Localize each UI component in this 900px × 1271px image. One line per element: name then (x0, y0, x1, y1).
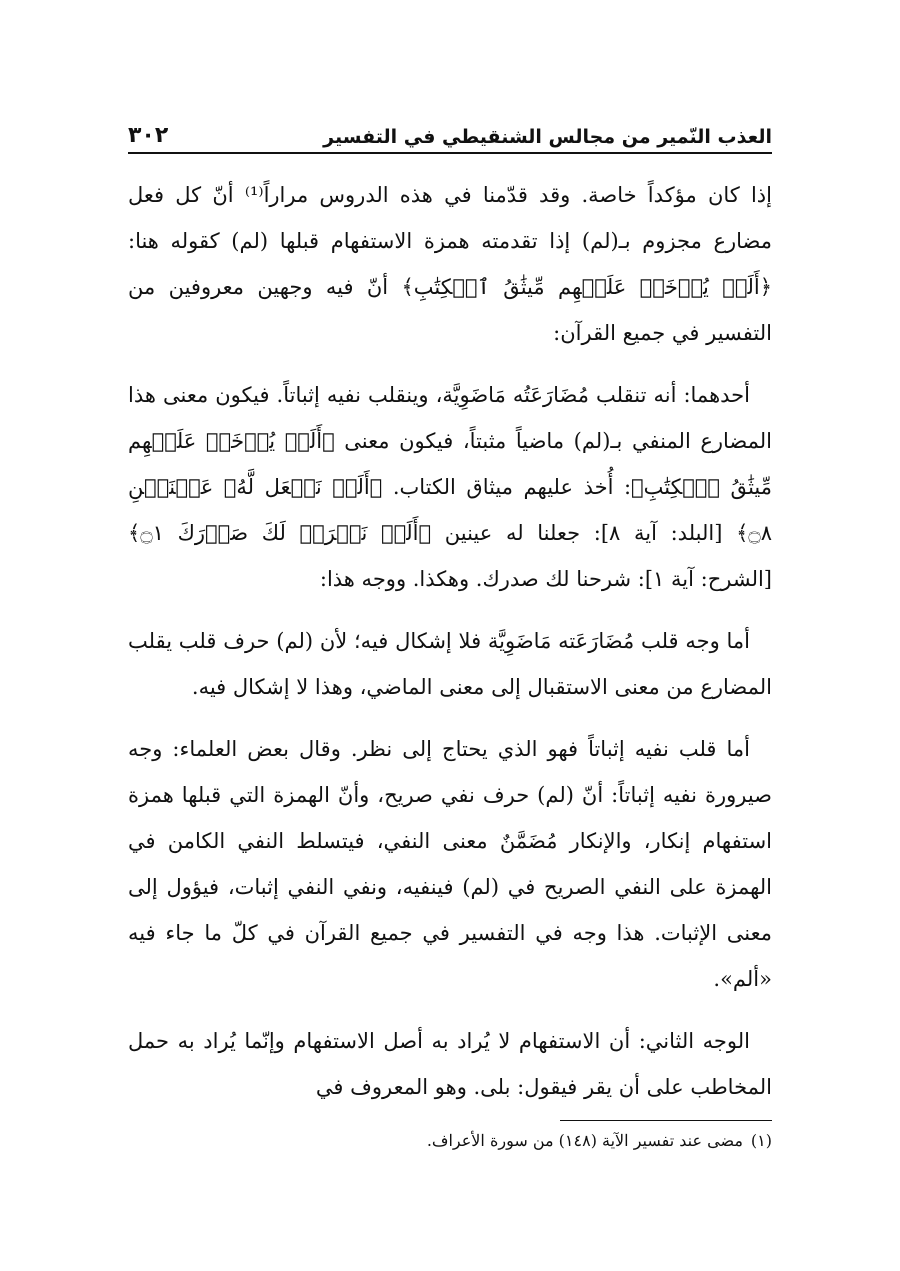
paragraph-text: أما وجه قلب مُضَارَعَته مَاضَوِيَّة فلا إشكال فيه؛ لأن (لم) حرف قلب يقلب المضارع من معنى الاستقبال إلى معنى الماضي، وهذا لا إشكال فيه. (128, 629, 772, 699)
paragraph-text: أما قلب نفيه إثباتاً فهو الذي يحتاج إلى نظر. وقال بعض العلماء: وجه صيرورة نفيه إثباتاً: أنّ (لم) حرف نفي صريح، وأنّ الهمزة التي قبلها همزة استفهام إنكار، والإنكار مُضَمَّنٌ معنى النفي، فيتسلط النفي الكامن في الهمزة على النفي الصريح في (لم) فينفيه، ونفي النفي إثبات، فيؤول إلى معنى الإثبات. هذا وجه في التفسير في جميع القرآن في كلّ ما جاء فيه «ألم». (128, 737, 772, 991)
paragraph-text: إذا كان مؤكداً خاصة. وقد قدّمنا في هذه الدروس مراراً⁽¹⁾ أنّ كل فعل مضارع مجزوم بـ(لم) إذا تقدمته همزة الاستفهام قبلها (لم) كقوله هنا: ﴿أَلَمۡ يُؤۡخَذۡ عَلَيۡهِم مِّيثَٰقُ ٱلۡكِتَٰبِ﴾ أنّ فيه وجهين معروفين من التفسير في جميع القرآن: (128, 183, 772, 345)
footnote-divider (560, 1120, 772, 1121)
paragraph-text: الوجه الثاني: أن الاستفهام لا يُراد به أصل الاستفهام وإنّما يُراد به حمل المخاطب على أن يقر فيقول: بلى. وهو المعروف في (128, 1029, 772, 1099)
paragraph (128, 726, 772, 1002)
paragraph (128, 172, 772, 356)
running-title: العذب النّمير من مجالس الشنقيطي في التفسير (323, 126, 772, 148)
footnote-number: (١) (750, 1131, 772, 1150)
footnote (128, 1126, 772, 1156)
paragraph (128, 1018, 772, 1110)
main-text (128, 172, 772, 1126)
paragraph (128, 618, 772, 710)
header-divider (128, 152, 772, 154)
paragraph-text: أحدهما: أنه تنقلب مُضَارَعَتُه مَاضَوِيَّة، وينقلب نفيه إثباتاً. فيكون معنى هذا المضارع المنفي بـ(لم) ماضياً مثبتاً، فيكون معنى ﴿أَلَمۡ يُؤۡخَذۡ عَلَيۡهِم مِّيثَٰقُ ٱلۡكِتَٰبِ﴾: أُخذ عليهم ميثاق الكتاب. ﴿أَلَمۡ نَجۡعَل لَّهُۥ عَيۡنَيۡنِ ۝٨﴾ [البلد: آية ٨]: جعلنا له عينين ﴿أَلَمۡ نَشۡرَحۡ لَكَ صَدۡرَكَ ۝١﴾ [الشرح: آية ١]: شرحنا لك صدرك. وهكذا. ووجه هذا: (128, 383, 772, 591)
footnote-text: مضى عند تفسير الآية (١٤٨) من سورة الأعراف. (426, 1131, 743, 1150)
paragraph (128, 372, 772, 602)
book-page (128, 0, 772, 1271)
page-number: ٣٠٢ (128, 123, 169, 148)
page-header (128, 112, 772, 148)
